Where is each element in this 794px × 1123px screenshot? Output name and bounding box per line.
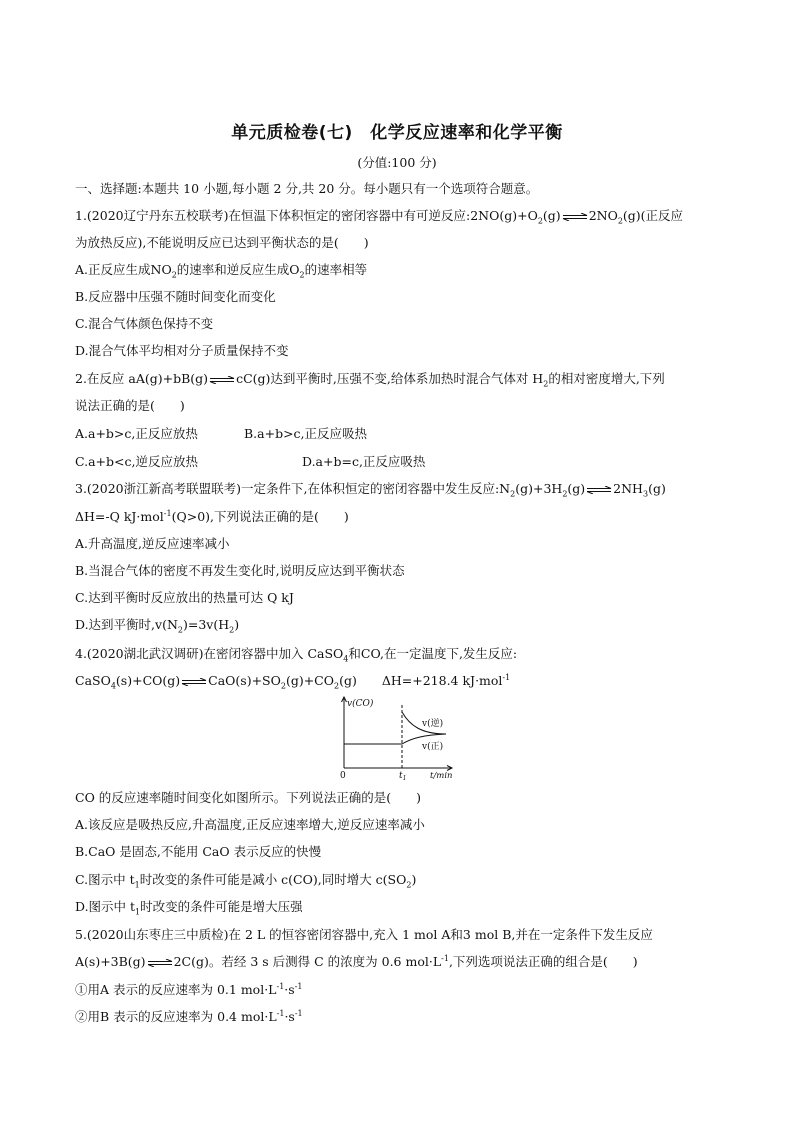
question-1-option-a: A.正反应生成$NO_2$的速率和逆反应生成$O_2$的速率相等 (75, 262, 368, 280)
question-4-stem: 4.(2020湖北武汉调研)在密闭容器中加入 CaSO$_4$和CO,在一定温度下,发生反应: (75, 646, 518, 664)
question-5-item-2: ②用B 表示的反应速率为 0.4 $mol\cdot L^{-1}\cdot s^{-1}$ (75, 1008, 303, 1024)
question-5-stem-cont: A(s)+3B(g) 2C(g)。若经 3 s 后测得 C 的浓度为 0.6 $mol\cdot L^{-1}$,下列选项说法正确的组合是( ) (75, 953, 638, 969)
question-4-equation: CaSO$_4$(s)+CO(g) $CaO(s)+SO_2(g)+CO_2(g)$ ΔH=+218.4 kJ·mol$^{-1}$ (75, 672, 511, 691)
question-4-stem-cont: CO 的反应速率随时间变化如图所示。下列说法正确的是( ) (75, 790, 422, 805)
lower-curve-label: v(正) (422, 742, 444, 752)
origin-label: 0 (340, 771, 346, 780)
equilibrium-arrow-icon (147, 959, 173, 967)
question-4-option-a: A.该反应是吸热反应,升高温度,正反应速率增大,逆反应速率减小 (75, 817, 425, 832)
t1-label: $t_1$ (399, 771, 407, 780)
question-2-stem-cont: 说法正确的是( ) (75, 398, 185, 413)
x-axis-label: t/min (430, 771, 453, 780)
question-3-stem-cont: ΔH=-Q kJ·mol$^{-1}$(Q>0),下列说法正确的是( ) (75, 508, 349, 524)
rate-time-graph (318, 694, 458, 780)
question-1-option-d: D.混合气体平均相对分子质量保持不变 (75, 343, 289, 358)
question-2-option-a: A.a+b>c,正反应放热 (75, 426, 198, 441)
question-5-item-1: ①用A 表示的反应速率为 0.1 $mol\cdot L^{-1}\cdot s^{-1}$ (75, 981, 303, 997)
question-3-stem: 3.(2020浙江新高考联盟联考)一定条件下,在体积恒定的密闭容器中发生反应$:N_2(g)+3H_2(g)$ $2NH_3(g)$ (75, 481, 666, 499)
question-2-option-d: D.a+b=c,正反应吸热 (302, 454, 426, 469)
question-1-stem-cont: 为放热反应),不能说明反应已达到平衡状态的是( ) (75, 235, 369, 250)
question-2-option-c: C.a+b<c,逆反应放热 (75, 454, 198, 469)
equilibrium-arrow-icon (586, 486, 612, 494)
page-title: 单元质检卷(七) 化学反应速率和化学平衡 (231, 123, 563, 143)
upper-curve-label: v(逆) (422, 719, 444, 729)
score-note: (分值:100 分) (357, 155, 437, 170)
equilibrium-arrow-icon (562, 213, 588, 221)
equilibrium-arrow-icon (209, 376, 235, 384)
question-3-option-d: D.达到平衡时$,v(N_2)=3v(H_2)$ (75, 617, 240, 635)
question-5-stem: 5.(2020山东枣庄三中质检)在 2 L 的恒容密闭容器中,充入 1 mol A和3 mol B,并在一定条件下发生反应 (75, 927, 653, 942)
section-heading: 一、选择题:本题共 10 小题,每小题 2 分,共 20 分。每小题只有一个选项符合题意。 (75, 181, 539, 196)
question-4-option-b: B.CaO 是固态,不能用 CaO 表示反应的快慢 (75, 844, 322, 859)
question-4-option-c: C.图示中 $t_1$时改变的条件可能是减小 c(CO),同时增大 $c(SO_2)$ (75, 872, 417, 890)
question-1-option-b: B.反应器中压强不随时间变化而变化 (75, 289, 276, 304)
question-3-option-a: A.升高温度,逆反应速率减小 (75, 536, 230, 551)
question-1-stem: 1.(2020辽宁丹东五校联考)在恒温下体积恒定的密闭容器中有可逆反应$:2NO(g)+O_2(g)$ $2NO_2(g)$(正反应 (75, 208, 684, 226)
question-3-option-c: C.达到平衡时反应放出的热量可达 Q kJ (75, 590, 294, 605)
question-4-option-d: D.图示中 $t_1$时改变的条件可能是增大压强 (75, 899, 303, 917)
question-3-option-b: B.当混合气体的密度不再发生变化时,说明反应达到平衡状态 (75, 563, 405, 578)
equilibrium-arrow-icon (181, 678, 207, 686)
y-axis-label: v(CO) (347, 699, 374, 709)
question-2-option-b: B.a+b>c,正反应吸热 (244, 426, 368, 441)
question-1-option-c: C.混合气体颜色保持不变 (75, 316, 214, 331)
question-2-stem: 2.在反应 aA(g)+bB(g) cC(g)达到平衡时,压强不变,给体系加热时混合气体对 $H_2$的相对密度增大,下列 (75, 371, 665, 389)
